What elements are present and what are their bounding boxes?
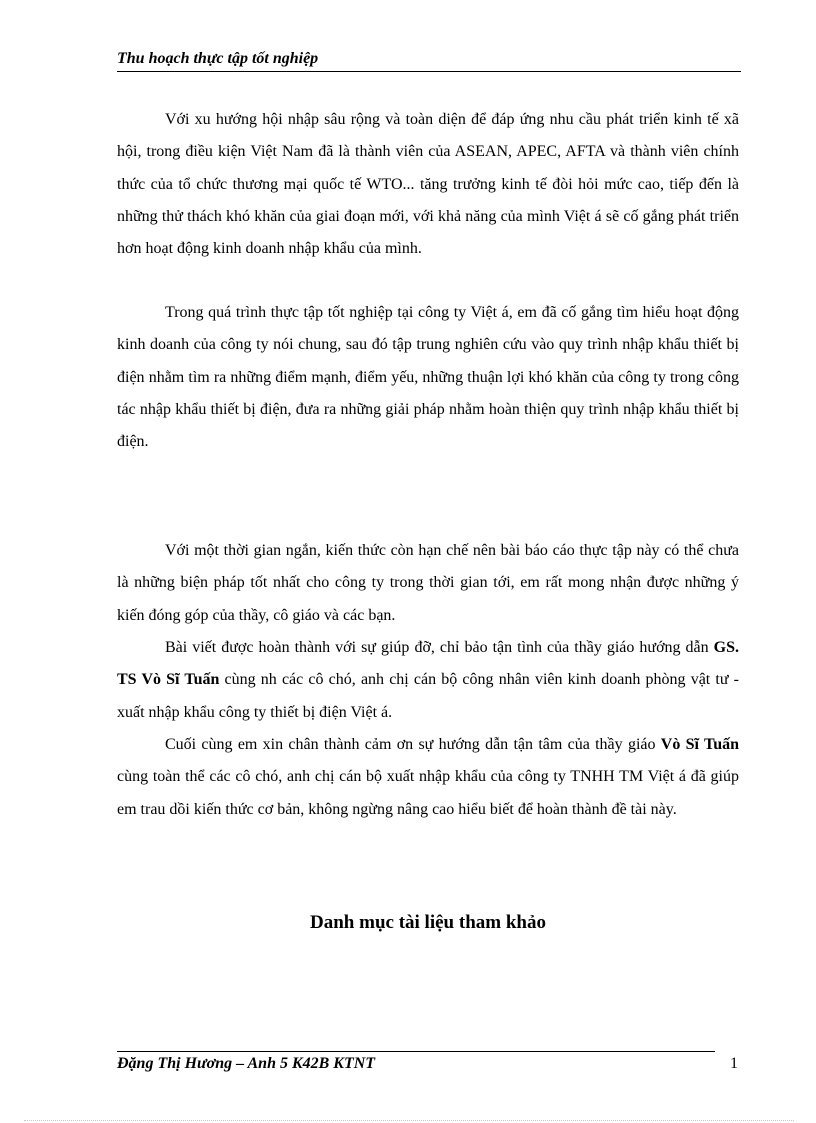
paragraph-limitations: Với một thời gian ngắn, kiến thức còn hạn chế nên bài báo cáo thực tập này có thể chưa là những biện pháp tốt nhất cho công ty trong thời gian tới, em rất mong nhận được những ý kiến đóng góp của thầy, cô giáo và các bạn. (117, 542, 739, 624)
thanks-text-after: cùng toàn thể các cô chó, anh chị cán bộ xuất nhập khẩu của công ty TNHH TM Việt á đã giúp em trau dồi kiến thức cơ bản, không ngừng nâng cao hiểu biết để hoàn thành đề tài này. (117, 768, 739, 818)
ack-text-after: cùng nh các cô chó, anh chị cán bộ công nhân viên kinh doanh phòng vật tư - xuất nhập khẩu công ty thiết bị điện Việt á. (117, 671, 740, 721)
footer-author: Đặng Thị Hương – Anh 5 K42B KTNT (117, 1055, 376, 1072)
paragraph-internship: Trong quá trình thực tập tốt nghiệp tại công ty Việt á, em đã cố gắng tìm hiểu hoạt động kinh doanh của công ty nói chung, sau đó tập trung nghiên cứu vào quy trình nhập khẩu thiết bị điện nhằm tìm ra những điểm mạnh, điểm yếu, những thuận lợi khó khăn của công ty trong công tác nhập khẩu thiết bị điện, đưa ra những giải pháp nhằm hoàn thiện quy trình nhập khẩu thiết bị điện. (117, 304, 739, 451)
ack-text-before: Bài viết được hoàn thành với sự giúp đỡ, chỉ bảo tận tình của thầy giáo hướng dẫn (165, 639, 714, 656)
advisor-name-2: Vò Sĩ Tuấn (660, 736, 739, 753)
thanks-text-before: Cuối cùng em xin chân thành cảm ơn sự hướng dẫn tận tâm của thầy giáo (165, 736, 661, 753)
paragraph-thanks (117, 729, 739, 826)
header-rule (117, 71, 741, 72)
page-edge (24, 1120, 794, 1121)
page-header-title: Thu hoạch thực tập tốt nghiệp (117, 50, 319, 67)
section-heading-references: Danh mục tài liệu tham khảo (310, 912, 546, 933)
paragraph-integration: Với xu hướng hội nhập sâu rộng và toàn diện để đáp ứng nhu cầu phát triển kinh tế xã hội, trong điều kiện Việt Nam đã là thành viên của ASEAN, APEC, AFTA và thành viên chính thức của tổ chức thương mại quốc tế WTO... tăng trưởng kinh tế đòi hỏi mức cao, tiếp đến là những thử thách khó khăn của giai đoạn mới, với khả năng của mình Việt á sẽ cố gắng phát triển hơn hoạt động kinh doanh nhập khẩu của mình. (117, 111, 739, 258)
advisor-name: GS. TS Vò Sĩ Tuấn (117, 639, 739, 689)
paragraph-acknowledgement (117, 632, 739, 729)
page-number: 1 (730, 1055, 738, 1072)
footer-rule (117, 1051, 715, 1052)
